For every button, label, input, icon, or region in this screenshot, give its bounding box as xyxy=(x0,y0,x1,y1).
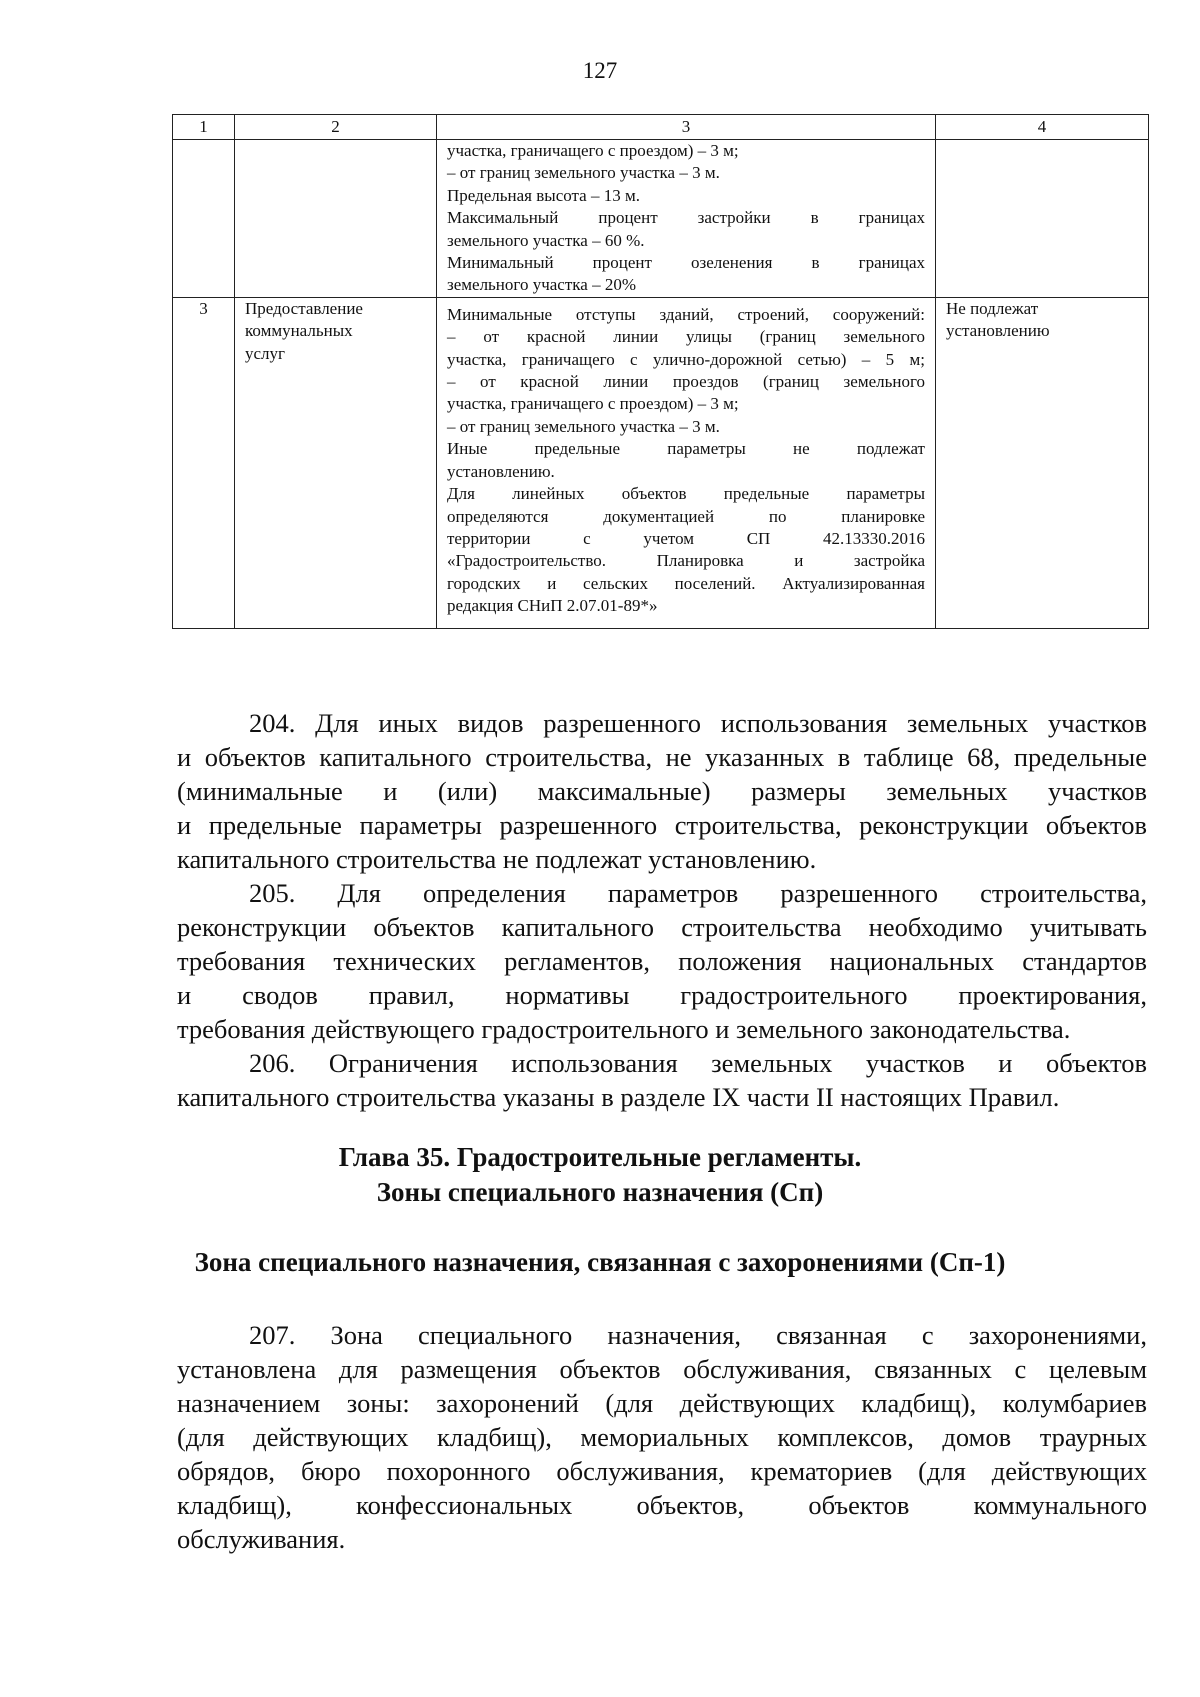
paragraph-line: (для действующих кладбищ), мемориальных комплексов, домов траурных xyxy=(177,1422,1147,1452)
param-line: определяются документацией по планировке xyxy=(447,506,925,526)
table-header-cell: 4 xyxy=(936,115,1149,140)
paragraph-line: требования технических регламентов, положения национальных стандартов xyxy=(177,946,1147,976)
param-line: – от границ земельного участка – 3 м. xyxy=(447,163,720,183)
param-line: территории с учетом СП 42.13330.2016 xyxy=(447,528,925,548)
param-line: участка, граничащего с улично-дорожной сетью) – 5 м; xyxy=(447,349,925,369)
use-type-cell xyxy=(235,297,437,628)
param-line: участка, граничащего с проездом) – 3 м; xyxy=(447,394,739,414)
param-line: Для линейных объектов предельные параметры xyxy=(447,484,925,504)
paragraph-205 xyxy=(177,876,1147,1046)
chapter-title-line: Глава 35. Градостроительные регламенты. xyxy=(338,1142,862,1172)
paragraph-line: и сводов правил, нормативы градостроительного проектирования, xyxy=(177,980,1147,1010)
param-line: – от красной линии улицы (границ земельного xyxy=(447,327,925,347)
paragraph-line: назначением зоны: захоронений (для действующих кладбищ), колумбариев xyxy=(177,1388,1147,1418)
paragraph-line: 204. Для иных видов разрешенного использования земельных участков xyxy=(249,708,1147,738)
paragraph-line: капитального строительства не подлежат установлению. xyxy=(177,844,817,874)
param-line: Максимальный процент застройки в границах xyxy=(447,208,925,228)
note-line: Не подлежат xyxy=(946,298,1039,318)
param-line: Минимальные отступы зданий, строений, сооружений: xyxy=(447,304,925,324)
paragraph-line: кладбищ), конфессиональных объектов, объектов коммунального xyxy=(177,1490,1147,1520)
param-line: установлению. xyxy=(447,461,555,481)
param-line: городских и сельских поселений. Актуализированная xyxy=(447,573,925,593)
paragraph-line: 205. Для определения параметров разрешенного строительства, xyxy=(249,878,1147,908)
paragraph-204 xyxy=(177,706,1147,876)
use-type-line: Предоставление xyxy=(245,298,363,318)
regulations-table xyxy=(172,114,1149,629)
paragraph-line: капитального строительства указаны в разделе IX части II настоящих Правил. xyxy=(177,1082,1060,1112)
table-header-cell: 1 xyxy=(173,115,235,140)
table-row xyxy=(173,140,1149,298)
paragraph-line: и объектов капитального строительства, не указанных в таблице 68, предельные xyxy=(177,742,1147,772)
table-row xyxy=(173,297,1149,628)
param-line: участка, граничащего с проездом) – 3 м; xyxy=(447,141,739,160)
paragraph-line: требования действующего градостроительного и земельного законодательства. xyxy=(177,1014,1071,1044)
table-header-row xyxy=(173,115,1149,140)
note-line: установлению xyxy=(946,321,1050,341)
chapter-title-line: Зоны специального назначения (Сп) xyxy=(376,1177,824,1207)
paragraph-207 xyxy=(177,1318,1147,1556)
paragraph-line: 206. Ограничения использования земельных участков и объектов xyxy=(249,1048,1147,1078)
param-line: Минимальный процент озеленения в границах xyxy=(447,253,925,273)
use-type-line: услуг xyxy=(245,343,286,363)
paragraph-line: реконструкции объектов капитального строительства необходимо учитывать xyxy=(177,912,1147,942)
row-number-cell: 3 xyxy=(173,297,235,628)
table-header-cell: 3 xyxy=(437,115,936,140)
parameters-cell xyxy=(437,140,936,298)
paragraph-line: обрядов, бюро похоронного обслуживания, крематориев (для действующих xyxy=(177,1456,1147,1486)
paragraph-line: обслуживания. xyxy=(177,1524,346,1554)
param-line: Предельная высота – 13 м. xyxy=(447,185,640,205)
zone-heading: Зона специального назначения, связанная с захоронениями (Сп-1) xyxy=(194,1247,1006,1277)
page-number: 127 xyxy=(582,58,618,83)
paragraph-line: и предельные параметры разрешенного строительства, реконструкции объектов xyxy=(177,810,1147,840)
parameters-cell xyxy=(437,297,936,628)
param-line: земельного участка – 20% xyxy=(447,275,636,295)
paragraph-line: установлена для размещения объектов обслуживания, связанных с целевым xyxy=(177,1354,1147,1384)
paragraph-line: (минимальные и (или) максимальные) размеры земельных участков xyxy=(177,776,1147,806)
param-line: – от границ земельного участка – 3 м. xyxy=(447,416,720,436)
param-line: «Градостроительство. Планировка и застройка xyxy=(447,551,925,571)
param-line: – от красной линии проездов (границ земельного xyxy=(447,372,925,392)
param-line: редакция СНиП 2.07.01-89*» xyxy=(447,596,658,616)
use-type-line: коммунальных xyxy=(245,321,353,341)
note-cell xyxy=(936,297,1149,628)
chapter-title xyxy=(0,1140,1200,1210)
paragraph-206 xyxy=(177,1046,1147,1114)
paragraph-line: 207. Зона специального назначения, связанная с захоронениями, xyxy=(249,1320,1147,1350)
use-type-cell xyxy=(235,140,437,298)
note-cell xyxy=(936,140,1149,298)
param-line: Иные предельные параметры не подлежат xyxy=(447,439,925,459)
table-header-cell: 2 xyxy=(235,115,437,140)
row-number-cell xyxy=(173,140,235,298)
param-line: земельного участка – 60 %. xyxy=(447,230,645,250)
